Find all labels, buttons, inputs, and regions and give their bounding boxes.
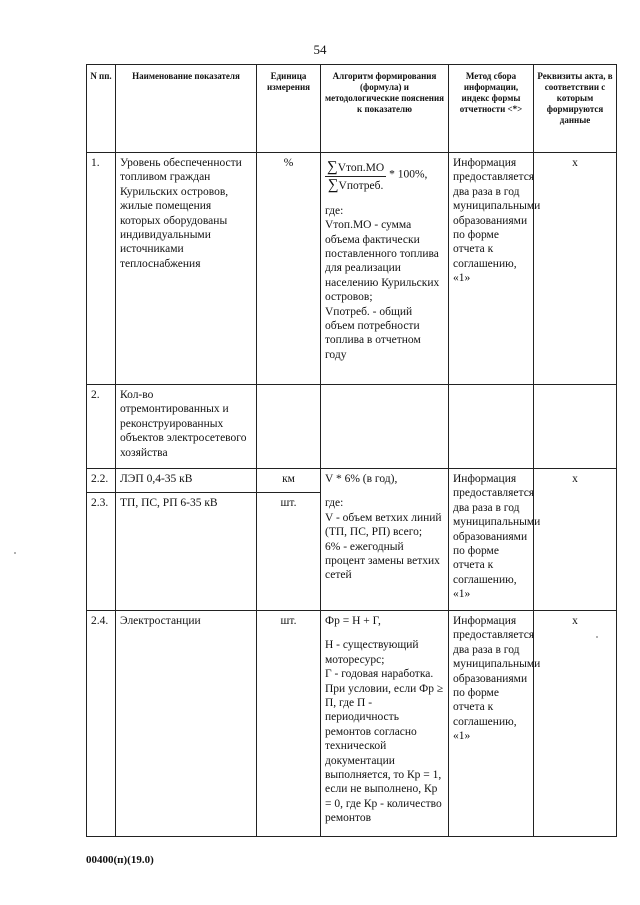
indicators-table — [86, 64, 617, 837]
header-number: N пп. — [87, 65, 116, 153]
table-row — [87, 611, 617, 837]
algorithm-cell — [321, 385, 449, 469]
sum-symbol: ∑ — [327, 159, 338, 175]
header-unit: Единица измерения — [257, 65, 321, 153]
row-number: 1. — [87, 153, 116, 385]
requisites-cell: x — [534, 611, 617, 837]
unit-cell — [257, 385, 321, 469]
header-row — [87, 65, 617, 153]
algorithm-cell — [321, 469, 449, 611]
indicator-name: Уровень обеспеченности топливом граждан Курильских островов, жилые помещения которых оборудованы индивидуальными источниками теплоснабжения — [116, 153, 257, 385]
formula — [325, 156, 444, 194]
unit-cell: шт. — [257, 611, 321, 837]
row-number: 2.4. — [87, 611, 116, 837]
definition: Vтоп.МО - сумма объема фактически поставленного топлива для реализации населению Курильских островов; — [325, 219, 440, 304]
requisites-cell: x — [534, 469, 617, 611]
sum-symbol: ∑ — [327, 177, 339, 194]
formula-numerator: Vтоп.МО — [337, 162, 385, 174]
algorithm-cell — [321, 153, 449, 385]
definition: V - объем ветхих линий (ТП, ПС, РП) всего; — [325, 511, 442, 539]
row-number: 2.2. — [87, 469, 116, 493]
indicator-name: Электростанции — [116, 611, 257, 837]
formula: V * 6% (в год), — [325, 473, 398, 485]
indicator-name: Кол-во отремонтированных и реконструированных объектов электросетевого хозяйства — [116, 385, 257, 469]
where-label: где: — [325, 497, 344, 510]
method-cell — [449, 385, 534, 469]
page-number: 54 — [313, 42, 327, 57]
formula-fraction — [325, 160, 386, 194]
table-row — [87, 153, 617, 385]
unit-cell: % — [257, 153, 321, 385]
algorithm-cell — [321, 611, 449, 837]
definition: 6% - ежегодный процент замены ветхих сетей — [325, 540, 440, 582]
table-row — [87, 469, 617, 493]
header-indicator-name: Наименование показателя — [116, 65, 257, 153]
document-code: 00400(п)(19.0) — [86, 854, 154, 866]
scan-speck — [14, 552, 16, 554]
row-number: 2.3. — [87, 493, 116, 611]
indicator-name: ЛЭП 0,4-35 кВ — [116, 469, 257, 493]
scan-speck — [596, 636, 598, 638]
header-algorithm: Алгоритм формирования (формула) и методологические пояснения к показателю — [321, 65, 449, 153]
header-act-requisites: Реквизиты акта, в соответствии с которым формируются данные — [534, 65, 617, 153]
table-row — [87, 385, 617, 469]
unit-cell: шт. — [257, 493, 321, 611]
definition: Г - годовая наработка. При условии, если Фр ≥ П, где П - периодичность ремонтов согласно технической документации выполняется, то Кр = 1, если не выполнено, Кр = 0, где Кр - количество ремонтов — [325, 668, 444, 825]
formula: Фр = Н + Г, — [325, 615, 381, 627]
formula-multiplier: * 100%, — [389, 168, 428, 181]
indicator-name: ТП, ПС, РП 6-35 кВ — [116, 493, 257, 611]
method-cell: Информация предоставляется два раза в год муниципальными образованиями по форме отчета к соглашению, «1» — [449, 153, 534, 385]
row-number: 2. — [87, 385, 116, 469]
unit-cell: км — [257, 469, 321, 493]
method-cell: Информация предоставляется два раза в год муниципальными образованиями по форме отчета к соглашению, «1» — [449, 469, 534, 611]
definition: Vпотреб. - общий объем потребности топлива в отчетном году — [325, 305, 421, 361]
where-label: где: — [325, 204, 344, 217]
definition: Н - существующий моторесурс; — [325, 639, 419, 666]
formula-denominator: Vпотреб. — [338, 180, 384, 193]
header-collection-method: Метод сбора информации, индекс формы отчетности <*> — [449, 65, 534, 153]
requisites-cell — [534, 385, 617, 469]
method-cell: Информация предоставляется два раза в год муниципальными образованиями по форме отчета к соглашению, «1» — [449, 611, 534, 837]
requisites-cell: x — [534, 153, 617, 385]
